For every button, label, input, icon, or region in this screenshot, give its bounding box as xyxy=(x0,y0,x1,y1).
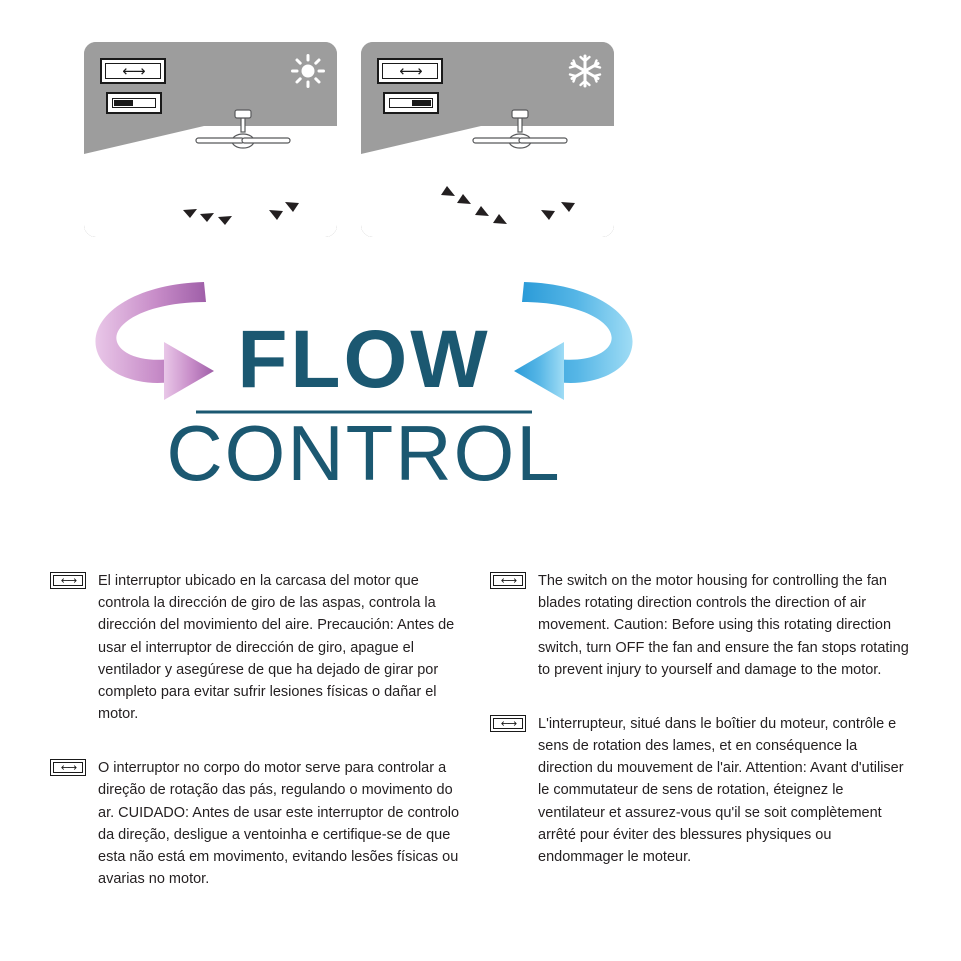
direction-switch-icon: ←→ xyxy=(50,759,86,776)
sun-icon xyxy=(291,54,325,88)
direction-switch-arrows-icon: ←→ xyxy=(100,58,166,84)
note-text: The switch on the motor housing for controlling the fan blades rotating direction controls the direction of air movement. Caution: Before using this rotating direction switch, turn OFF the fan and ensure the fan stops rotating to prevent injury to yourself and damage to the motor. xyxy=(538,573,909,678)
direction-switch-icon: ←→ xyxy=(50,572,86,589)
note-text: O interruptor no corpo do motor serve para controlar a direção de rotação das pás, regulando o movimento do ar. CUIDADO: Antes de usar este interruptor de controlo da direção, desligue a ventoinha e certifique-se de que esta não está em movimento, evitando lesões físicas ou avarias no motor. xyxy=(98,760,460,888)
right-swoosh-arrow-icon xyxy=(514,282,633,400)
note-fr xyxy=(490,713,910,868)
instructions-column-left xyxy=(50,570,470,922)
direction-switch-icon: ←→ xyxy=(490,715,526,732)
direction-toggle-right-icon xyxy=(383,92,439,114)
direction-switch-icon: ←→ xyxy=(490,572,526,589)
logo-word-flow: FLOW xyxy=(237,314,491,405)
left-swoosh-arrow-icon xyxy=(95,282,214,400)
panel-winter-mode xyxy=(361,42,614,237)
direction-switch-arrows-icon: ←→ xyxy=(377,58,443,84)
mode-diagram-panels xyxy=(84,42,614,237)
panel-summer-mode xyxy=(84,42,337,237)
note-es xyxy=(50,570,470,725)
logo-word-control: CONTROL xyxy=(166,409,562,492)
note-text: El interruptor ubicado en la carcasa del motor que controla la dirección de giro de las aspas, controla la dirección del movimiento del aire. Precaución: Antes de usar el interruptor de dirección de giro, apague el ventilador y asegúrese de que ha dejado de girar por completo para evitar sufrir lesiones físicas o dañar el motor. xyxy=(98,573,455,723)
note-text: L'interrupteur, situé dans le boîtier du moteur, contrôle e sens de rotation des lames, et en conséquence la direction du mouvement de l'air. Attention: Avant d'utiliser le commutateur de sens de rotation, éteignez le ventilateur et assurez-vous qu'il se soit complètement arrêté pour éviter des blessures physiques ou endommager le moteur. xyxy=(538,715,904,865)
direction-toggle-left-icon xyxy=(106,92,162,114)
snowflake-icon xyxy=(568,54,602,88)
flow-control-logo xyxy=(84,262,644,492)
note-pt xyxy=(50,757,470,890)
instructions-column-right xyxy=(490,570,910,900)
note-en xyxy=(490,570,910,681)
